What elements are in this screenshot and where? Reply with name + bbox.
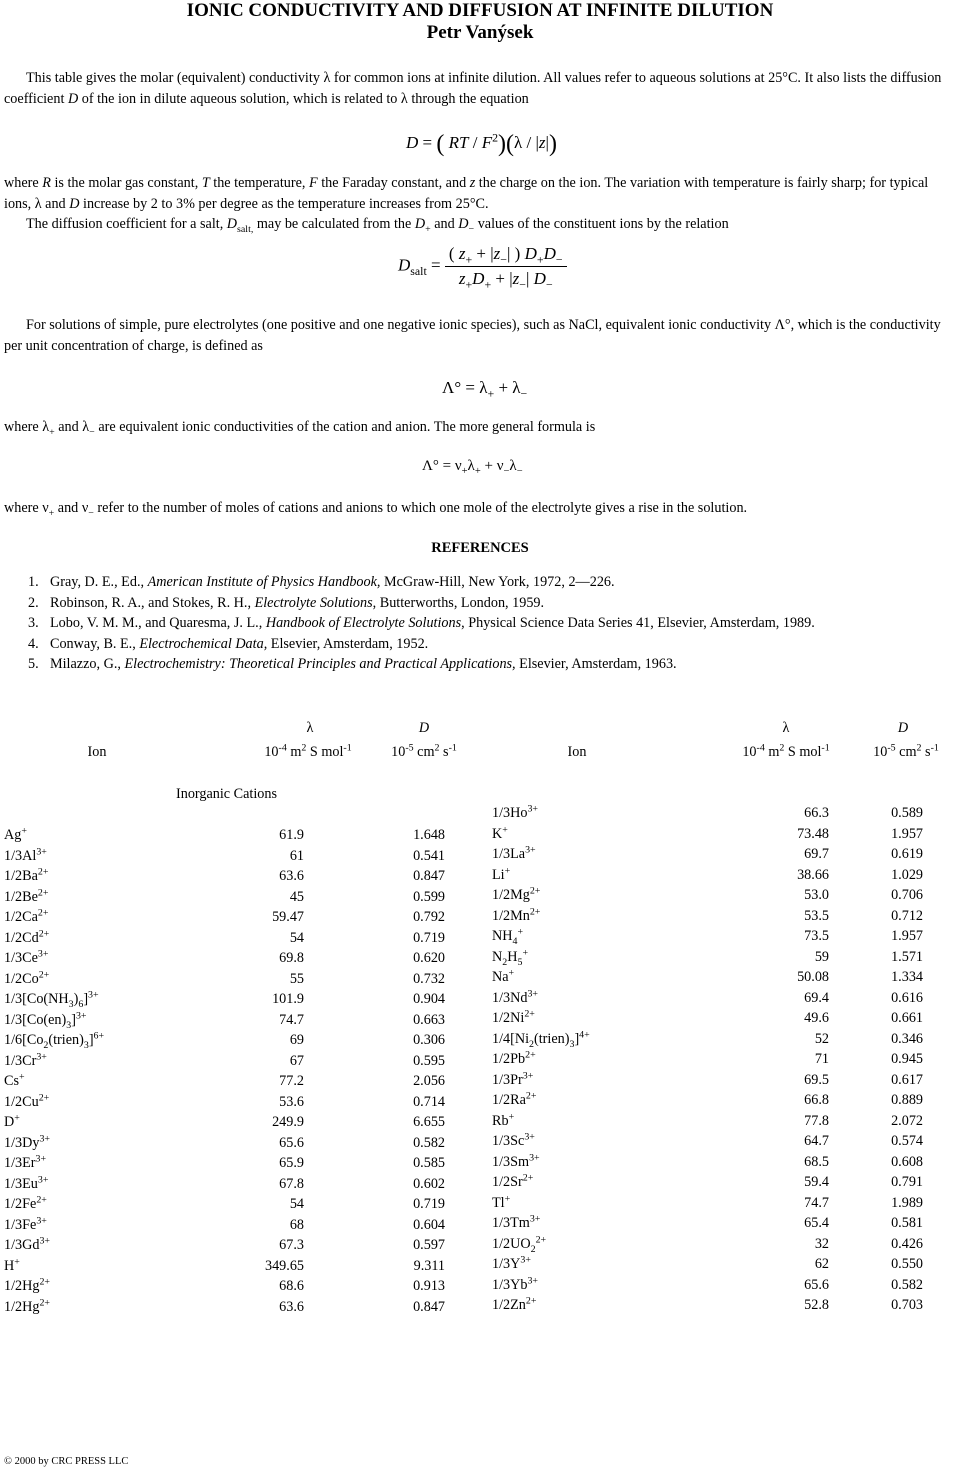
table-row xyxy=(492,1029,932,1050)
table-row xyxy=(492,1070,932,1091)
reference-publisher: , Physical Science Data Series 41, Elsevier, Amsterdam, 1989. xyxy=(461,615,815,631)
table-row xyxy=(492,1131,932,1152)
ion-cell: $1/6[Co_2(trien)_3]^{6+}$ xyxy=(4,1030,105,1051)
ion-cell: Tl+ xyxy=(492,1192,511,1211)
ion-cell: $1/3[Co(en)_3]^{3+}$ xyxy=(4,1009,87,1031)
diffusion-cell: 0.703 xyxy=(891,1297,923,1313)
diffusion-cell: 1.334 xyxy=(891,969,923,985)
table-row xyxy=(492,1049,932,1070)
diffusion-cell: 0.346 xyxy=(891,1030,923,1047)
header-lambda-unit-right: $10^{-4}$ $m^2$ S mol$^{-1}$ xyxy=(742,742,830,760)
lambda-cell: 63.6 xyxy=(279,1298,304,1315)
ion-cell: $1/3Gd^{3+}$ xyxy=(4,1235,51,1253)
table-row xyxy=(492,824,932,845)
diffusion-cell: 0.574 xyxy=(891,1133,923,1149)
cation-anion-paragraph: where $\lambda_+$ and $\lambda_-$ are equivalent ionic conductivities of the cation and anion. The more general formula is xyxy=(4,419,596,438)
diffusion-cell: 0.581 xyxy=(891,1215,923,1231)
table-row xyxy=(4,1256,454,1277)
table-row xyxy=(492,1295,932,1316)
header-lambda-unit-left: $10^{-4}$ $m^2$ S mol$^{-1}$ xyxy=(264,742,352,760)
ion-cell: K+ xyxy=(492,823,508,842)
document-title: IONIC CONDUCTIVITY AND DIFFUSION AT INFINITE DILUTION xyxy=(186,0,774,21)
table-row xyxy=(4,948,454,969)
diffusion-cell: 0.889 xyxy=(891,1092,923,1108)
table-row xyxy=(4,1297,454,1318)
lambda-cell: 52.8 xyxy=(804,1297,829,1313)
ion-cell: $1/2Co^{2+}$ xyxy=(4,968,50,987)
lambda-cell: 38.66 xyxy=(797,866,829,883)
table-row xyxy=(4,1153,454,1174)
reference-title: Electrolyte Solutions xyxy=(254,594,373,611)
lambda-cell: 67.8 xyxy=(279,1175,304,1192)
ion-cell: $1/3Tm^{3+}$ xyxy=(492,1213,541,1231)
document-author: Petr Vanýsek xyxy=(426,22,534,43)
ion-cell: $1/3Fe^{3+}$ xyxy=(4,1214,47,1233)
diffusion-cell: 0.550 xyxy=(891,1256,923,1272)
reference-number: 3. xyxy=(28,615,39,631)
diffusion-cell: 0.792 xyxy=(413,909,445,925)
ion-cell: $1/3La^{3+}$ xyxy=(492,844,536,862)
table-row xyxy=(4,1092,454,1113)
equation-salt: $D_{salt}$ = $\frac{( z_+ + |z_-| ) D_+D_-}{z_+D_+ + |z_-| D_-}$ xyxy=(398,244,567,289)
reference-number: 1. xyxy=(28,574,39,590)
table-row xyxy=(4,1112,454,1133)
diffusion-cell: 1.648 xyxy=(413,827,445,843)
ion-cell: $1/2Mg^{2+}$ xyxy=(492,885,541,903)
table-row xyxy=(4,1235,454,1256)
table-row xyxy=(4,1071,454,1092)
header-d-left: D xyxy=(418,720,430,736)
lambda-cell: 73.5 xyxy=(804,928,829,944)
diffusion-cell: 6.655 xyxy=(413,1114,445,1130)
reference-title: Electrochemical Data, xyxy=(139,635,268,652)
diffusion-cell: 0.306 xyxy=(413,1032,445,1048)
table-row xyxy=(4,928,454,949)
lambda-cell: 62 xyxy=(814,1256,829,1272)
diffusion-cell: 0.604 xyxy=(413,1216,445,1233)
table-right-column xyxy=(492,803,932,1316)
ion-cell: $1/2Ba^{2+}$ xyxy=(4,866,49,884)
table-left-column xyxy=(4,825,454,1317)
lambda-cell: 68.6 xyxy=(279,1278,304,1294)
ion-cell: $1/3Dy^{3+}$ xyxy=(4,1132,51,1151)
lambda-cell: 61.9 xyxy=(279,827,304,843)
reference-authors: Milazzo, G., xyxy=(50,656,125,672)
diffusion-cell: 0.426 xyxy=(891,1235,923,1252)
diffusion-cell: 0.602 xyxy=(413,1175,445,1192)
reference-publisher: Elsevier, Amsterdam, 1952. xyxy=(267,635,429,652)
table-row xyxy=(492,947,932,968)
lambda-cell: 54 xyxy=(289,1196,304,1212)
diffusion-cell: 0.712 xyxy=(891,907,923,924)
ion-cell: $1/3Al^{3+}$ xyxy=(4,845,47,864)
ion-cell: Cs+ xyxy=(4,1071,25,1089)
reference-authors: Conway, B. E., xyxy=(50,635,140,652)
reference-authors: Lobo, V. M. M., and Quaresma, J. L., xyxy=(50,615,266,631)
diffusion-cell: 0.620 xyxy=(413,950,445,966)
lambda-cell: 59.47 xyxy=(272,909,304,925)
header-ion-left: Ion xyxy=(87,744,107,760)
lambda-cell: 77.2 xyxy=(279,1073,304,1089)
ion-cell: $1/2Hg^{2+}$ xyxy=(4,1276,51,1294)
lambda-cell: 45 xyxy=(289,888,304,905)
header-d-right: D xyxy=(897,720,909,736)
section-inorganic-cations: Inorganic Cations xyxy=(176,786,278,802)
reference-number: 4. xyxy=(28,635,39,652)
ion-cell: $1/2Be^{2+}$ xyxy=(4,886,49,905)
lambda-cell: 53.5 xyxy=(804,907,829,924)
ion-cell: Na+ xyxy=(492,967,515,985)
lambda-cell: 73.48 xyxy=(797,825,829,842)
diffusion-cell: 0.541 xyxy=(413,847,445,864)
lambda-cell: 67.3 xyxy=(279,1237,304,1253)
diffusion-cell: 0.597 xyxy=(413,1237,445,1253)
reference-publisher: , Butterworths, London, 1959. xyxy=(372,594,545,611)
diffusion-cell: 0.706 xyxy=(891,887,923,903)
header-lambda-left: λ xyxy=(306,720,314,736)
lambda-cell: 59 xyxy=(814,948,829,965)
table-row xyxy=(4,846,454,867)
ion-cell: Ag+ xyxy=(4,825,27,843)
table-row xyxy=(4,1215,454,1236)
intro-paragraph: This table gives the molar (equivalent) conductivity λ for common ions at infinite dilution. All values refer to aqueous solutions at 25°C. It also lists the diffusion coefficient D of the ion in dilute aqueous solution, which is related to λ through the equation xyxy=(4,70,942,107)
table-row xyxy=(492,1193,932,1214)
lambda-cell: 65.6 xyxy=(804,1276,829,1293)
lambda-cell: 49.6 xyxy=(804,1010,829,1026)
lambda-cell: 59.4 xyxy=(804,1174,829,1190)
reference-item xyxy=(28,572,815,593)
header-ion-right: Ion xyxy=(567,744,587,760)
ion-cell: Li+ xyxy=(492,864,511,883)
reference-title: Handbook of Electrolyte Solutions xyxy=(265,615,462,631)
reference-item xyxy=(28,654,815,675)
diffusion-cell: 0.663 xyxy=(413,1011,445,1028)
moles-paragraph: where $\nu_+$ and $\nu_-$ refer to the number of moles of cations and anions to which one mole of the electrolyte gives a rise in the solution. xyxy=(4,500,748,519)
table-row xyxy=(492,1090,932,1111)
copyright-footer: © 2000 by CRC PRESS LLC xyxy=(4,1456,129,1467)
reference-title: Electrochemistry: Theoretical Principles and Practical Applications, xyxy=(124,656,516,672)
ion-cell: $1/2Hg^{2+}$ xyxy=(4,1296,51,1315)
lambda-cell: 53.6 xyxy=(279,1093,304,1110)
table-row xyxy=(492,1008,932,1029)
reference-item xyxy=(28,593,815,614)
ion-cell: $1/3[Co(NH_3)_6]^{3+}$ xyxy=(4,989,99,1010)
table-row xyxy=(4,1010,454,1031)
ion-cell: $1/3Ho^{3+}$ xyxy=(492,803,539,821)
lambda-cell: 101.9 xyxy=(272,991,304,1007)
table-row xyxy=(4,887,454,908)
diffusion-cell: 0.589 xyxy=(891,805,923,821)
diffusion-cell: 1.989 xyxy=(891,1194,923,1211)
diffusion-cell: 1.957 xyxy=(891,825,923,842)
diffusion-cell: 0.714 xyxy=(413,1093,445,1110)
diffusion-cell: 0.595 xyxy=(413,1052,445,1069)
table-row xyxy=(492,865,932,886)
ion-cell: $1/3Y^{3+}$ xyxy=(492,1254,531,1272)
diffusion-cell: 1.029 xyxy=(891,866,923,883)
equation-equivalent: $\Lambda^\circ = \lambda_+ + \lambda_-$ xyxy=(442,378,528,401)
table-row xyxy=(4,1133,454,1154)
table-row xyxy=(492,926,932,947)
reference-authors: Gray, D. E., Ed., xyxy=(50,574,148,590)
lambda-cell: 50.08 xyxy=(797,969,829,985)
table-row xyxy=(4,825,454,846)
reference-item xyxy=(28,634,815,655)
ion-cell: $1/2Mn^{2+}$ xyxy=(492,905,541,924)
lambda-cell: 32 xyxy=(814,1235,829,1252)
electrolyte-paragraph: For solutions of simple, pure electrolytes (one positive and one negative ionic species), such as NaCl, equivalent ionic conductivity Λ°, which is the conductivity per unit concentration of charge, is defined as xyxy=(4,317,941,354)
diffusion-cell: 0.599 xyxy=(413,888,445,905)
ion-cell: $1/3Eu^{3+}$ xyxy=(4,1173,49,1192)
ion-cell: $1/2Zn^{2+}$ xyxy=(492,1295,537,1313)
table-row xyxy=(4,1276,454,1297)
diffusion-cell: 0.847 xyxy=(413,1298,445,1315)
diffusion-cell: 0.913 xyxy=(413,1278,445,1294)
lambda-cell: 64.7 xyxy=(804,1133,829,1149)
references-list xyxy=(28,572,815,675)
diffusion-cell: 0.719 xyxy=(413,929,445,946)
table-row xyxy=(492,885,932,906)
reference-number: 2. xyxy=(28,594,39,611)
table-row xyxy=(4,1174,454,1195)
ion-cell: $NH_4^+$ xyxy=(492,926,524,947)
ion-cell: $1/3Cr^{3+}$ xyxy=(4,1050,47,1069)
diffusion-cell: 1.571 xyxy=(891,948,923,965)
table-row xyxy=(492,1234,932,1255)
diffusion-cell: 2.072 xyxy=(891,1112,923,1129)
reference-title: American Institute of Physics Handbook, xyxy=(147,574,381,590)
table-row xyxy=(4,989,454,1010)
reference-number: 5. xyxy=(28,656,39,672)
ion-cell: $1/3Yb^{3+}$ xyxy=(492,1274,539,1293)
table-row xyxy=(492,1152,932,1173)
table-row xyxy=(4,969,454,990)
ion-cell: H+ xyxy=(4,1255,20,1274)
table-row xyxy=(492,1213,932,1234)
diffusion-cell: 0.791 xyxy=(891,1174,923,1190)
ion-cell: $1/3Nd^{3+}$ xyxy=(492,987,539,1006)
lambda-cell: 66.8 xyxy=(804,1092,829,1108)
equation-diffusion: D = ( RT / $F^2)(\lambda / |z|)$ xyxy=(406,130,557,157)
ion-cell: $1/2Sr^{2+}$ xyxy=(492,1172,534,1190)
reference-authors: Robinson, R. A., and Stokes, R. H., xyxy=(50,594,255,611)
ion-cell: $1/3Sm^{3+}$ xyxy=(492,1151,540,1170)
diffusion-cell: 0.719 xyxy=(413,1196,445,1212)
table-row xyxy=(492,1275,932,1296)
ion-cell: $1/2Ni^{2+}$ xyxy=(492,1008,535,1026)
lambda-cell: 54 xyxy=(289,929,304,946)
lambda-cell: 67 xyxy=(289,1052,304,1069)
lambda-cell: 69 xyxy=(289,1032,304,1048)
ion-cell: $1/3Pr^{3+}$ xyxy=(492,1069,534,1088)
table-row xyxy=(4,866,454,887)
diffusion-cell: 0.616 xyxy=(891,989,923,1006)
diffusion-cell: 0.617 xyxy=(891,1071,923,1088)
lambda-cell: 77.8 xyxy=(804,1112,829,1129)
ion-cell: Rb+ xyxy=(492,1110,515,1129)
ion-cell: D+ xyxy=(4,1112,20,1130)
lambda-cell: 69.4 xyxy=(804,989,829,1006)
table-row xyxy=(492,803,932,824)
ion-cell: $N_2H_5^+$ xyxy=(492,946,529,968)
ion-cell: $1/3Ce^{3+}$ xyxy=(4,948,49,966)
header-d-unit-left: $10^{-5}$ $cm^2$ $s^{-1}$ xyxy=(391,742,457,760)
diffusion-cell: 0.732 xyxy=(413,970,445,987)
table-row xyxy=(492,967,932,988)
lambda-cell: 68 xyxy=(289,1216,304,1233)
diffusion-cell: 0.904 xyxy=(413,991,445,1007)
lambda-cell: 69.8 xyxy=(279,950,304,966)
table-row xyxy=(4,1030,454,1051)
lambda-cell: 74.7 xyxy=(804,1194,829,1211)
lambda-cell: 349.65 xyxy=(264,1257,304,1274)
table-row xyxy=(492,906,932,927)
diffusion-cell: 0.945 xyxy=(891,1051,923,1067)
ion-cell: $1/2Ra^{2+}$ xyxy=(492,1090,537,1108)
ion-cell: $1/3Er^{3+}$ xyxy=(4,1153,47,1171)
lambda-cell: 69.7 xyxy=(804,846,829,862)
ion-cell: $1/2Cu^{2+}$ xyxy=(4,1091,50,1110)
ion-cell: $1/2UO_2^{2+}$ xyxy=(492,1233,547,1255)
diffusion-cell: 0.619 xyxy=(891,846,923,862)
lambda-cell: 53.0 xyxy=(804,887,829,903)
diffusion-cell: 1.957 xyxy=(891,928,923,944)
table-row xyxy=(492,844,932,865)
salt-paragraph: The diffusion coefficient for a salt, $D_{salt,}$ may be calculated from the $D_+$ and $D_-$ values of the constituent ions by the relation xyxy=(26,216,729,235)
table-row xyxy=(492,988,932,1009)
lambda-cell: 249.9 xyxy=(272,1114,304,1130)
diffusion-cell: 0.847 xyxy=(413,868,445,884)
diffusion-cell: 0.608 xyxy=(891,1153,923,1170)
header-d-unit-right: $10^{-5}$ $cm^2$ $s^{-1}$ xyxy=(873,742,939,760)
reference-item xyxy=(28,613,815,634)
ion-cell: $1/2Cd^{2+}$ xyxy=(4,927,50,946)
ion-cell: $1/3Sc^{3+}$ xyxy=(492,1131,535,1149)
table-row xyxy=(4,1194,454,1215)
ion-cell: $1/2Fe^{2+}$ xyxy=(4,1194,47,1212)
table-row xyxy=(492,1254,932,1275)
equation-general: $\Lambda^\circ = \nu_+\lambda_+ + \nu_-\lambda_-$ xyxy=(422,458,523,477)
reference-publisher: Elsevier, Amsterdam, 1963. xyxy=(515,656,677,672)
references-heading: REFERENCES xyxy=(431,540,529,556)
diffusion-cell: 0.661 xyxy=(891,1010,923,1026)
diffusion-cell: 2.056 xyxy=(413,1073,445,1089)
lambda-cell: 55 xyxy=(289,970,304,987)
lambda-cell: 65.4 xyxy=(804,1215,829,1231)
lambda-cell: 66.3 xyxy=(804,805,829,821)
table-row xyxy=(4,1051,454,1072)
lambda-cell: 74.7 xyxy=(279,1011,304,1028)
lambda-cell: 52 xyxy=(814,1030,829,1047)
lambda-cell: 61 xyxy=(289,847,304,864)
diffusion-cell: 9.311 xyxy=(413,1257,445,1274)
lambda-cell: 65.9 xyxy=(279,1155,304,1171)
lambda-cell: 69.5 xyxy=(804,1071,829,1088)
header-lambda-right: λ xyxy=(782,720,790,736)
diffusion-cell: 0.585 xyxy=(413,1155,445,1171)
where-paragraph: where R is the molar gas constant, T the temperature, F the Faraday constant, and z the charge on the ion. The variation with temperature is fairly sharp; for typical ions, λ and D increase by 2 to 3% per degree as the temperature increases from 25°C. xyxy=(4,175,929,212)
table-row xyxy=(492,1172,932,1193)
table-row xyxy=(4,907,454,928)
ion-cell: $1/4[Ni_2(trien)_3]^{4+}$ xyxy=(492,1028,590,1050)
lambda-cell: 68.5 xyxy=(804,1153,829,1170)
lambda-cell: 71 xyxy=(814,1051,829,1067)
table-row xyxy=(492,1111,932,1132)
ion-cell: $1/2Pb^{2+}$ xyxy=(492,1049,536,1067)
reference-publisher: McGraw-Hill, New York, 1972, 2—226. xyxy=(380,574,615,590)
diffusion-cell: 0.582 xyxy=(413,1134,445,1151)
diffusion-cell: 0.582 xyxy=(891,1276,923,1293)
lambda-cell: 63.6 xyxy=(279,868,304,884)
lambda-cell: 65.6 xyxy=(279,1134,304,1151)
ion-cell: $1/2Ca^{2+}$ xyxy=(4,907,49,925)
